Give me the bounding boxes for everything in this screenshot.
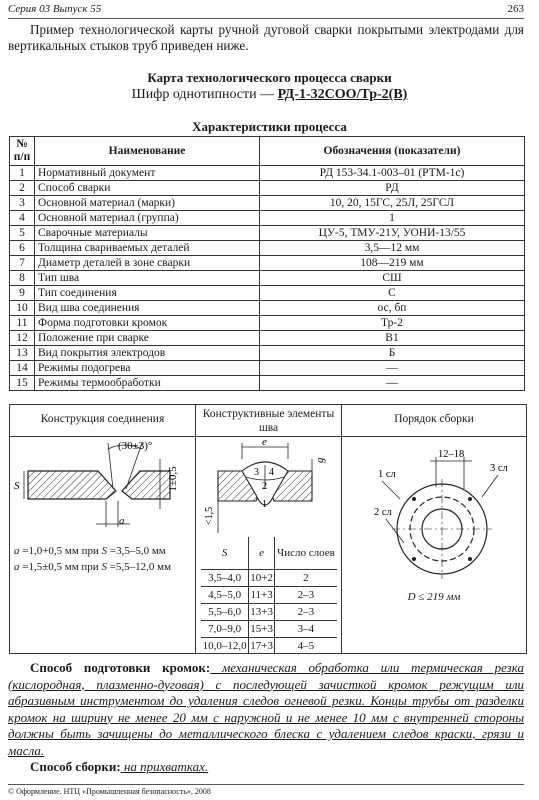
row-value: С — [260, 286, 525, 301]
row-name: Основной материал (марки) — [35, 196, 260, 211]
row-name: Тип соединения — [35, 286, 260, 301]
table-row — [201, 621, 337, 638]
table-row — [10, 286, 525, 301]
table-row — [10, 346, 525, 361]
joint-construction — [10, 405, 196, 653]
row-value: Б — [260, 346, 525, 361]
joint-heading: Конструкция соединения — [10, 405, 195, 437]
row-e: 17+3 — [249, 638, 275, 655]
characteristics-table — [9, 136, 525, 391]
table-row — [10, 301, 525, 316]
row-name: Форма подготовки кромок — [35, 316, 260, 331]
row-number: 3 — [10, 196, 35, 211]
row-layers: 2 — [274, 570, 337, 587]
characteristics-title: Характеристики процесса — [192, 119, 347, 134]
row-s: 3,5–4,0 — [201, 570, 249, 587]
row-name: Режимы подогрева — [35, 361, 260, 376]
layer1-label: 1 сл — [378, 469, 396, 480]
weld-drawing — [196, 437, 341, 537]
row-value: — — [260, 361, 525, 376]
cipher-value: РД-1-32СОО/Тр-2(В) — [277, 87, 408, 102]
elements-table — [201, 537, 337, 654]
edge-prep-label: Способ подготовки кромок: — [30, 660, 211, 675]
page-number: 263 — [507, 3, 524, 15]
row-value: 3,5—12 мм — [260, 241, 525, 256]
row-name: Диаметр деталей в зоне сварки — [35, 256, 260, 271]
row-number: 6 — [10, 241, 35, 256]
row-number: 7 — [10, 256, 35, 271]
row-name: Положение при сварке — [35, 331, 260, 346]
edge-prep-text: механическая обработка или термическая резка (кислородная, плазменно-дуговая) с последующей зачисткой кромок режущим или абразивным инструментом до удаления следов огневой резки. Концы трубы от разделки кромок на ширину не менее 20 мм с наружной и не менее 10 мм с внутренней стороны должны быть зачищены до металлического блеска с удалением следов краски, грязи и масла. — [8, 660, 524, 758]
table-row — [10, 196, 525, 211]
row-name: Сварочные материалы — [35, 226, 260, 241]
assembly-heading: Порядок сборки — [342, 405, 526, 437]
formula-2 — [14, 561, 171, 573]
table-header-row — [10, 137, 525, 166]
row-e: 13+3 — [249, 604, 275, 621]
table-row — [201, 570, 337, 587]
table-row — [10, 211, 525, 226]
drawing-block — [9, 404, 527, 654]
layer-3: 3 — [254, 467, 259, 478]
table-row — [10, 376, 525, 391]
table-row — [10, 181, 525, 196]
row-number: 11 — [10, 316, 35, 331]
row-number: 2 — [10, 181, 35, 196]
row-e: 15+3 — [249, 621, 275, 638]
page-footer: © Оформление. НТЦ «Промышленная безопасность», 2008 — [8, 784, 524, 796]
row-s: 7,0–9,0 — [201, 621, 249, 638]
table-row — [10, 361, 525, 376]
table-row — [10, 271, 525, 286]
formula-1 — [14, 545, 166, 557]
col-name-header: Наименование — [35, 137, 260, 166]
row-value: — — [260, 376, 525, 391]
left-plate — [28, 471, 116, 499]
row-layers: 4–5 — [274, 638, 337, 655]
row-s: 5,5–6,0 — [201, 604, 249, 621]
table-row — [201, 638, 337, 655]
assembly-method-text: на прихватках. — [120, 759, 209, 774]
row-name: Нормативный документ — [35, 166, 260, 181]
bottom-text — [8, 660, 524, 776]
dim-label: 12–18 — [438, 449, 465, 460]
table-row — [201, 604, 337, 621]
formula-1-s: S — [101, 545, 108, 557]
table-row — [10, 331, 525, 346]
row-number: 10 — [10, 301, 35, 316]
col-num-header: № п/п — [10, 137, 35, 166]
page-header — [8, 2, 524, 19]
row-number: 12 — [10, 331, 35, 346]
row-layers: 2–3 — [274, 604, 337, 621]
layer-2: 2 — [262, 481, 267, 492]
row-number: 5 — [10, 226, 35, 241]
row-name: Способ сварки — [35, 181, 260, 196]
cipher-label: Шифр однотипности — — [131, 87, 278, 102]
diameter-label — [342, 591, 526, 603]
row-layers: 2–3 — [274, 587, 337, 604]
row-number: 1 — [10, 166, 35, 181]
row-s: 10,0–12,0 — [201, 638, 249, 655]
row-value: ос, бп — [260, 301, 525, 316]
row-value: ЦУ-5, ТМУ-21У, УОНИ-13/55 — [260, 226, 525, 241]
row-name: Вид шва соединения — [35, 301, 260, 316]
row-name: Толщина свариваемых деталей — [35, 241, 260, 256]
diameter-text: D ≤ 219 мм — [407, 591, 461, 603]
row-e: 11+3 — [249, 587, 275, 604]
formula-2-text: =1,5±0,5 мм при — [19, 561, 102, 573]
row-s: 4,5–5,0 — [201, 587, 249, 604]
assembly-method-label: Способ сборки: — [30, 759, 121, 774]
layer3-label: 3 сл — [490, 463, 508, 474]
weld-elements — [196, 405, 342, 653]
row-number: 15 — [10, 376, 35, 391]
row-number: 13 — [10, 346, 35, 361]
row-value: СШ — [260, 271, 525, 286]
gap-label: 1±0,5 — [167, 466, 179, 492]
table-row — [10, 256, 525, 271]
edge-prep-paragraph — [8, 660, 524, 759]
layer-1: 1 — [262, 499, 267, 510]
right-plate — [122, 471, 170, 499]
assembly-method-paragraph — [8, 759, 524, 776]
row-name: Режимы термообработки — [35, 376, 260, 391]
table-row — [10, 316, 525, 331]
layer-4: 4 — [269, 467, 274, 478]
row-number: 8 — [10, 271, 35, 286]
col-layers-header: Число слоев — [274, 537, 337, 570]
row-value: 108—219 мм — [260, 256, 525, 271]
card-title: Карта технологического процесса сварки — [147, 70, 392, 85]
formula-1-a: a — [14, 545, 20, 557]
table-row — [10, 226, 525, 241]
layer2-label: 2 сл — [374, 507, 392, 518]
row-number: 14 — [10, 361, 35, 376]
col-value-header: Обозначения (показатели) — [260, 137, 525, 166]
table-row — [10, 166, 525, 181]
row-number: 9 — [10, 286, 35, 301]
row-value: 10, 20, 15ГС, 25Л, 25ГСЛ — [260, 196, 525, 211]
joint-drawing — [10, 439, 195, 539]
row-value: 1 — [260, 211, 525, 226]
row-name: Вид покрытия электродов — [35, 346, 260, 361]
row-value: РД — [260, 181, 525, 196]
intro-paragraph: Пример технологической карты ручной дуговой сварки покрытыми электродами для вертикальных стыков труб приведен ниже. — [8, 22, 524, 53]
formula-2-s: S — [101, 561, 107, 573]
angle-label: (30±3)° — [118, 440, 153, 452]
row-value: Тр-2 — [260, 316, 525, 331]
col-s-header: S — [221, 546, 228, 559]
e-label: e — [262, 437, 267, 448]
table-row — [201, 587, 337, 604]
formula-2-a: a — [14, 561, 20, 573]
h-label: <1,5 — [204, 506, 215, 525]
a-label: a — [119, 515, 125, 527]
assembly-drawing — [342, 437, 526, 587]
formula-2-range: =5,5–12,0 мм — [106, 561, 172, 573]
row-value: В1 — [260, 331, 525, 346]
card-cipher — [0, 87, 539, 103]
formula-1-text: =1,0+0,5 мм при — [19, 545, 102, 557]
elements-heading: Конструктивные элементы шва — [196, 405, 341, 437]
series-label: Серия 03 Выпуск 55 — [8, 3, 102, 15]
table-row — [10, 241, 525, 256]
row-value: РД 153-34.1-003–01 (РТМ-1с) — [260, 166, 525, 181]
g-label: g — [314, 457, 326, 463]
assembly-order — [342, 405, 526, 653]
formula-1-range: =3,5–5,0 мм — [107, 545, 166, 557]
row-layers: 3–4 — [274, 621, 337, 638]
col-e-header: e — [249, 537, 275, 570]
row-name: Основной материал (группа) — [35, 211, 260, 226]
elements-header-row — [201, 537, 337, 570]
row-e: 10+2 — [249, 570, 275, 587]
s-label: S — [14, 480, 20, 492]
row-name: Тип шва — [35, 271, 260, 286]
row-number: 4 — [10, 211, 35, 226]
